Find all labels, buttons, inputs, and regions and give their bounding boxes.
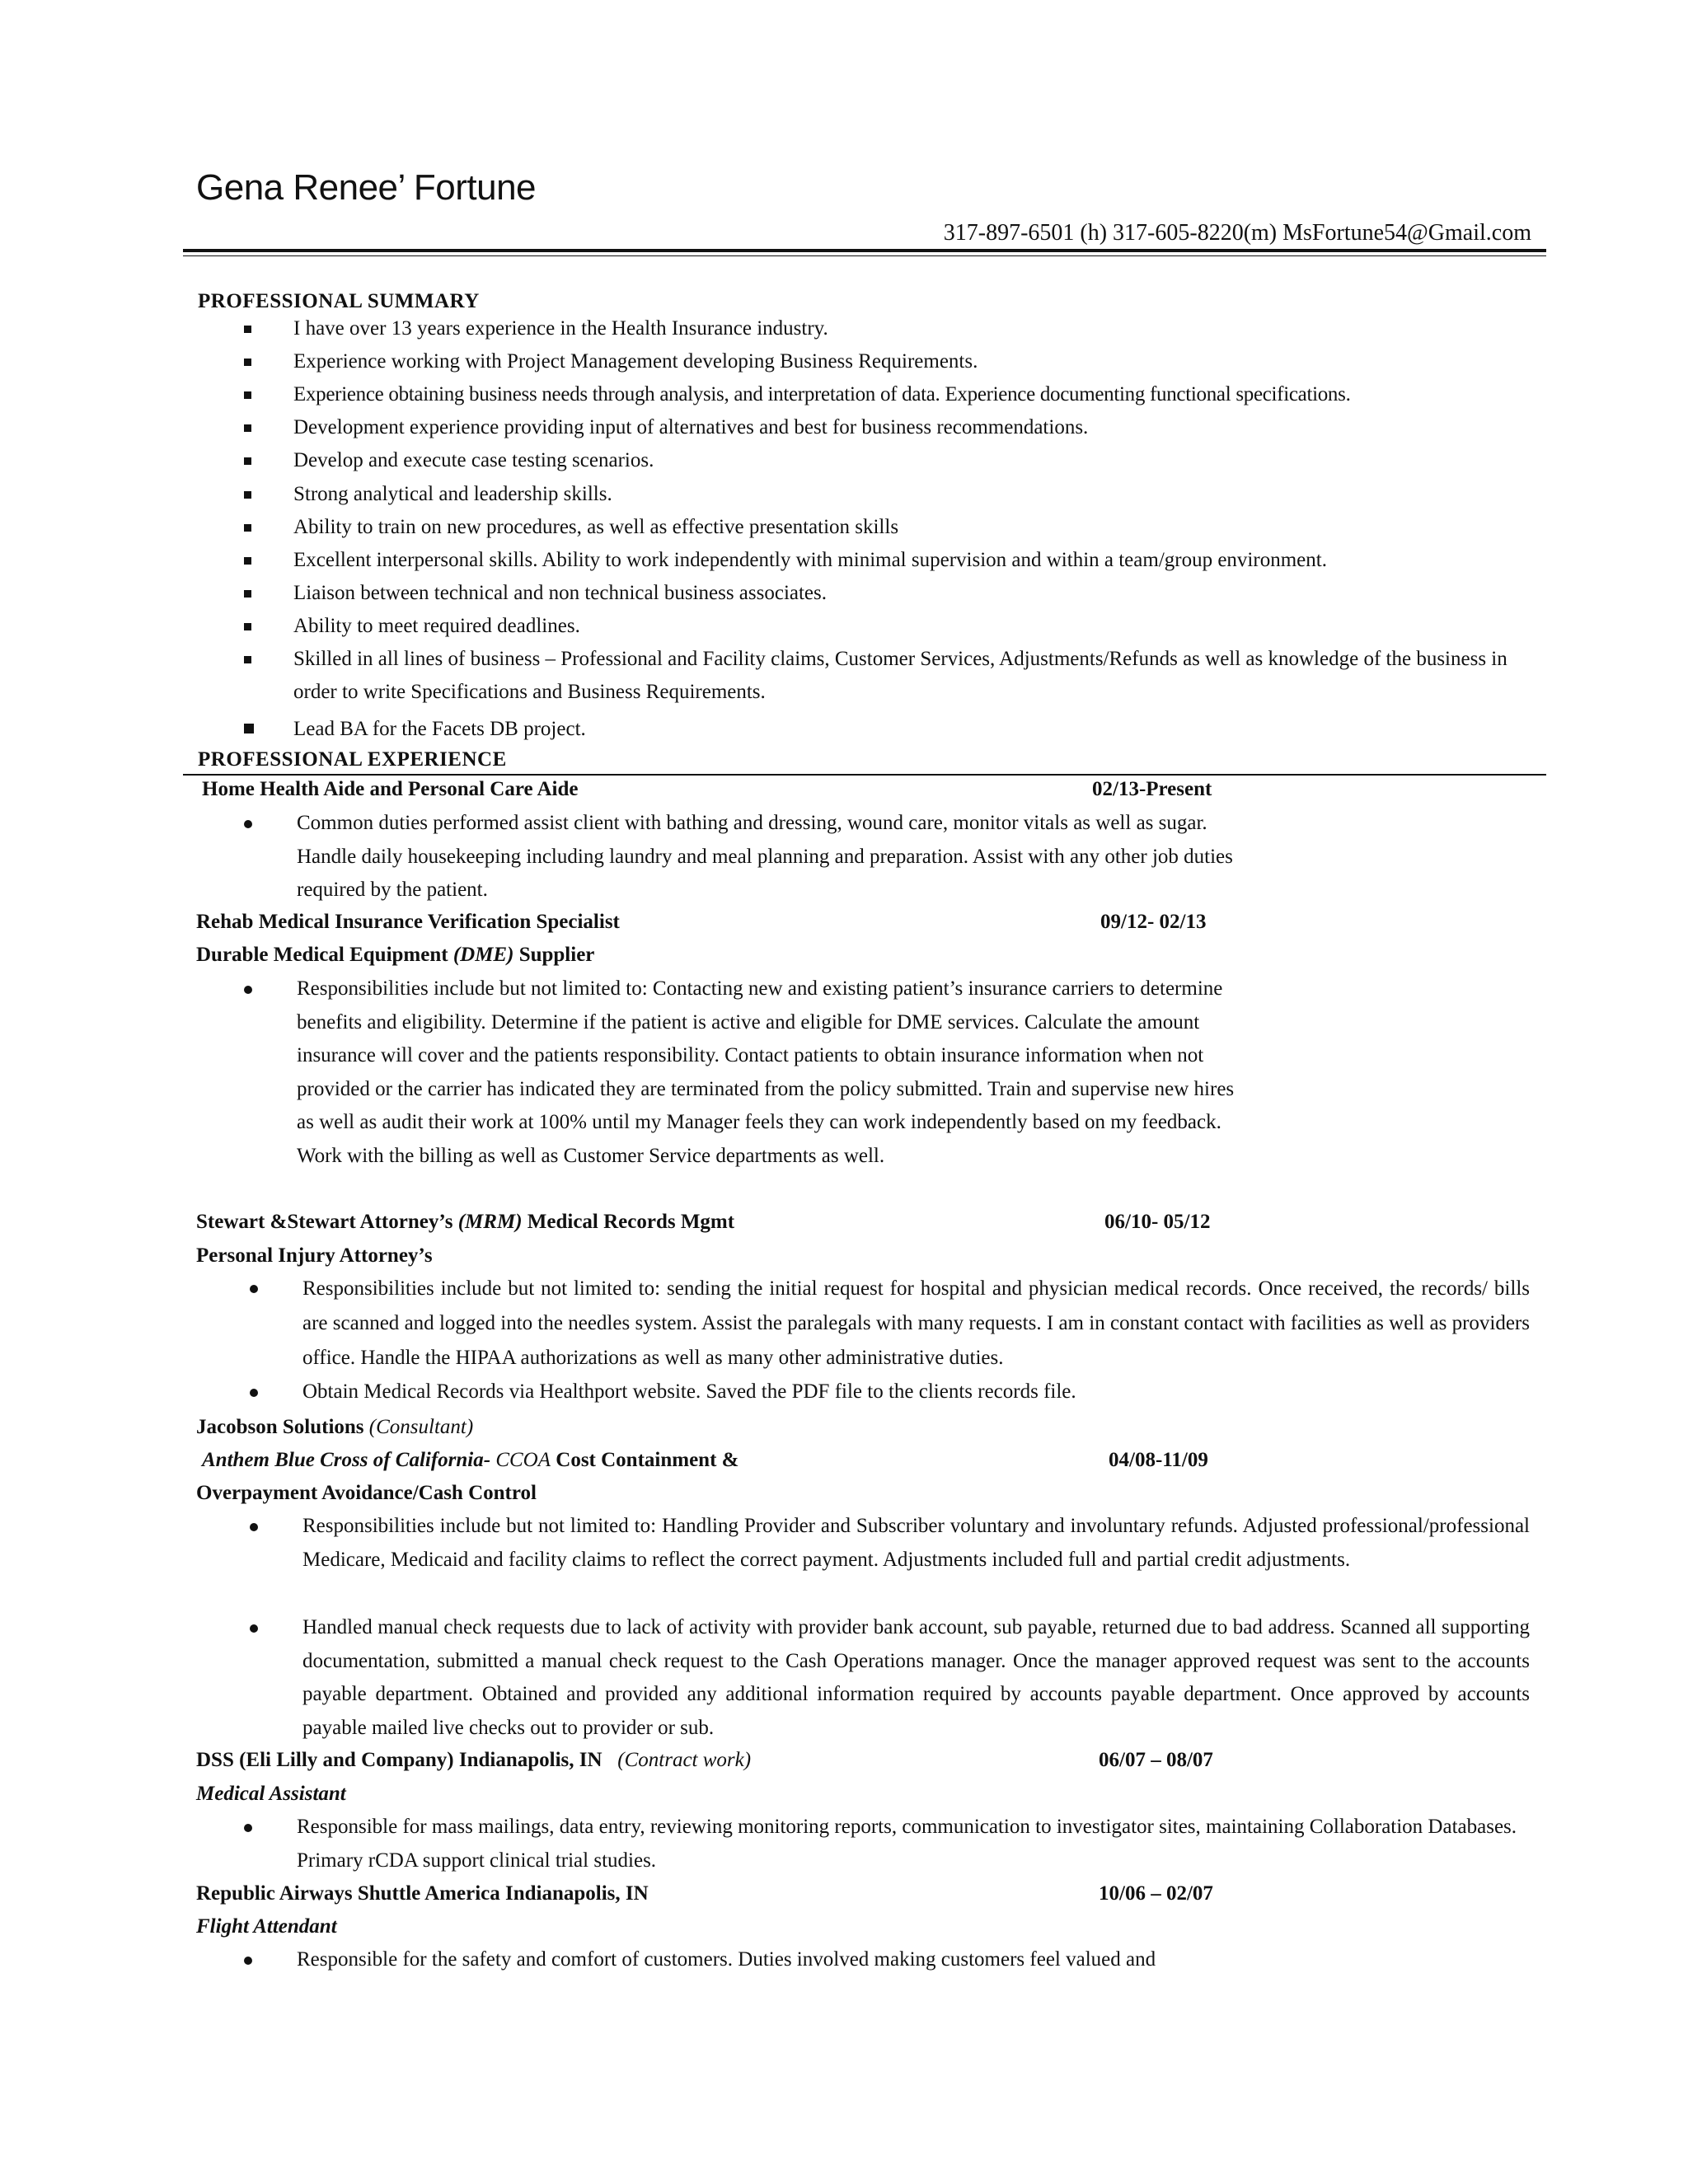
square-bullet-icon (244, 610, 293, 643)
round-bullet-icon (250, 1510, 302, 1577)
summary-item: Ability to meet required deadlines. (244, 610, 1531, 643)
round-bullet-icon (250, 1272, 302, 1376)
job-title: Jacobson Solutions (Consultant) (196, 1416, 474, 1438)
contact-info: 317-897-6501 (h) 317-605-8220(m) MsFortune54@Gmail.com (943, 220, 1531, 246)
job-title: Republic Airways Shuttle America Indianapolis, IN (196, 1882, 649, 1905)
summary-item: Experience working with Project Management developing Business Requirements. (244, 345, 1531, 378)
job-date: 02/13-Present (1092, 778, 1212, 800)
round-bullet-icon (250, 1611, 302, 1745)
job-subtitle: Anthem Blue Cross of California- CCOA Cost Containment & (202, 1449, 739, 1471)
job-bullet: Responsible for mass mailings, data entry, reviewing monitoring reports, communication to investigator sites, maintaining Collaboration Databases. Primary rCDA support clinical trial studies. (244, 1811, 1530, 1877)
square-bullet-icon (244, 478, 293, 511)
job-subtitle: Overpayment Avoidance/Cash Control (196, 1482, 537, 1504)
round-bullet-icon (244, 807, 297, 907)
square-bullet-icon (244, 378, 293, 411)
job-subtitle: Medical Assistant (196, 1783, 346, 1805)
square-bullet-icon (244, 444, 293, 477)
job-title: Home Health Aide and Personal Care Aide (202, 778, 579, 800)
job-bullet: Common duties performed assist client with bathing and dressing, wound care, monitor vitals as well as sugar. Handle daily housekeeping including laundry and meal planning and preparation. Assist with any other job duties required by the patient. (244, 807, 1250, 907)
summary-heading: PROFESSIONAL SUMMARY (198, 290, 480, 312)
experience-heading: PROFESSIONAL EXPERIENCE (198, 748, 507, 771)
square-bullet-icon (244, 411, 293, 444)
job-date: 06/10- 05/12 (1104, 1211, 1211, 1233)
summary-item: Liaison between technical and non technical business associates. (244, 577, 1531, 610)
job-date: 09/12- 02/13 (1100, 911, 1207, 933)
summary-item: Development experience providing input of alternatives and best for business recommendations. (244, 411, 1531, 444)
job-title: Rehab Medical Insurance Verification Specialist (196, 911, 620, 933)
job-title: DSS (Eli Lilly and Company) Indianapolis, IN (Contract work) (196, 1749, 752, 1771)
round-bullet-icon (244, 972, 297, 1173)
job-date: 04/08-11/09 (1109, 1449, 1208, 1471)
square-bullet-icon (244, 643, 293, 709)
job-title: Stewart &Stewart Attorney’s (MRM) Medical Records Mgmt (196, 1211, 735, 1233)
job-bullet: Responsibilities include but not limited to: Contacting new and existing patient’s insurance carriers to determine benefits and eligibility. Determine if the patient is active and eligible for DME services. Calculate the amount insurance will cover and the patients responsibility. Contact patients to obtain insurance information when not provided or the carrier has indicated they are terminated from the policy submitted. Train and supervise new hires as well as audit their work at 100% until my Manager feels they can work independently based on my feedback. Work with the billing as well as Customer Service departments as well. (244, 972, 1250, 1173)
job-date: 10/06 – 02/07 (1099, 1882, 1213, 1905)
square-bullet-icon (244, 345, 293, 378)
round-bullet-icon (250, 1376, 302, 1409)
summary-item: Develop and execute case testing scenarios. (244, 444, 1531, 477)
experience-divider (183, 774, 1546, 776)
square-bullet-icon (244, 511, 293, 544)
round-bullet-icon (244, 1811, 297, 1877)
job-bullet: Obtain Medical Records via Healthport website. Saved the PDF file to the clients records file. (250, 1376, 1530, 1409)
square-bullet-icon (244, 312, 293, 345)
square-bullet-icon (244, 713, 293, 746)
summary-item: Strong analytical and leadership skills. (244, 478, 1531, 511)
job-bullet: Responsibilities include but not limited to: Handling Provider and Subscriber voluntary and involuntary refunds. Adjusted professional/professional Medicare, Medicaid and facility claims to reflect the correct payment. Adjustments included full and partial credit adjustments. (250, 1510, 1530, 1577)
job-subtitle: Flight Attendant (196, 1915, 337, 1938)
summary-item: Excellent interpersonal skills. Ability to work independently with minimal supervision and within a team/group environment. (244, 544, 1531, 577)
summary-item: Lead BA for the Facets DB project. (244, 713, 1531, 746)
square-bullet-icon (244, 544, 293, 577)
resume-name: Gena Renee’ Fortune (196, 167, 537, 208)
job-bullet: Responsible for the safety and comfort of customers. Duties involved making customers feel valued and (244, 1943, 1250, 1977)
summary-item: Skilled in all lines of business – Professional and Facility claims, Customer Services, Adjustments/Refunds as well as knowledge of the business in order to write Specifications and Business Requirements. (244, 643, 1531, 709)
job-date: 06/07 – 08/07 (1099, 1749, 1213, 1771)
header-divider-thin (183, 255, 1546, 256)
job-subtitle: Durable Medical Equipment (DME) Supplier (196, 944, 595, 966)
summary-item: Ability to train on new procedures, as well as effective presentation skills (244, 511, 1531, 544)
job-bullet: Responsibilities include but not limited to: sending the initial request for hospital and physician medical records. Once received, the records/ bills are scanned and logged into the needles system. Assist the paralegals with many requests. I am in constant contact with facilities as well as providers office. Handle the HIPAA authorizations as well as many other administrative duties. (250, 1272, 1530, 1376)
header-divider-thick (183, 249, 1546, 252)
square-bullet-icon (244, 577, 293, 610)
job-subtitle: Personal Injury Attorney’s (196, 1244, 433, 1267)
job-bullet: Handled manual check requests due to lack of activity with provider bank account, sub payable, returned due to bad address. Scanned all supporting documentation, submitted a manual check request to the Cash Operations manager. Once the manager approved request was sent to the accounts payable department. Obtained and provided any additional information required by accounts payable department. Once approved by accounts payable mailed live checks out to provider or sub. (250, 1611, 1530, 1745)
round-bullet-icon (244, 1943, 297, 1977)
summary-item: I have over 13 years experience in the Health Insurance industry. (244, 312, 1531, 345)
summary-item: Experience obtaining business needs through analysis, and interpretation of data. Experience documenting functional specifications. (244, 378, 1531, 411)
